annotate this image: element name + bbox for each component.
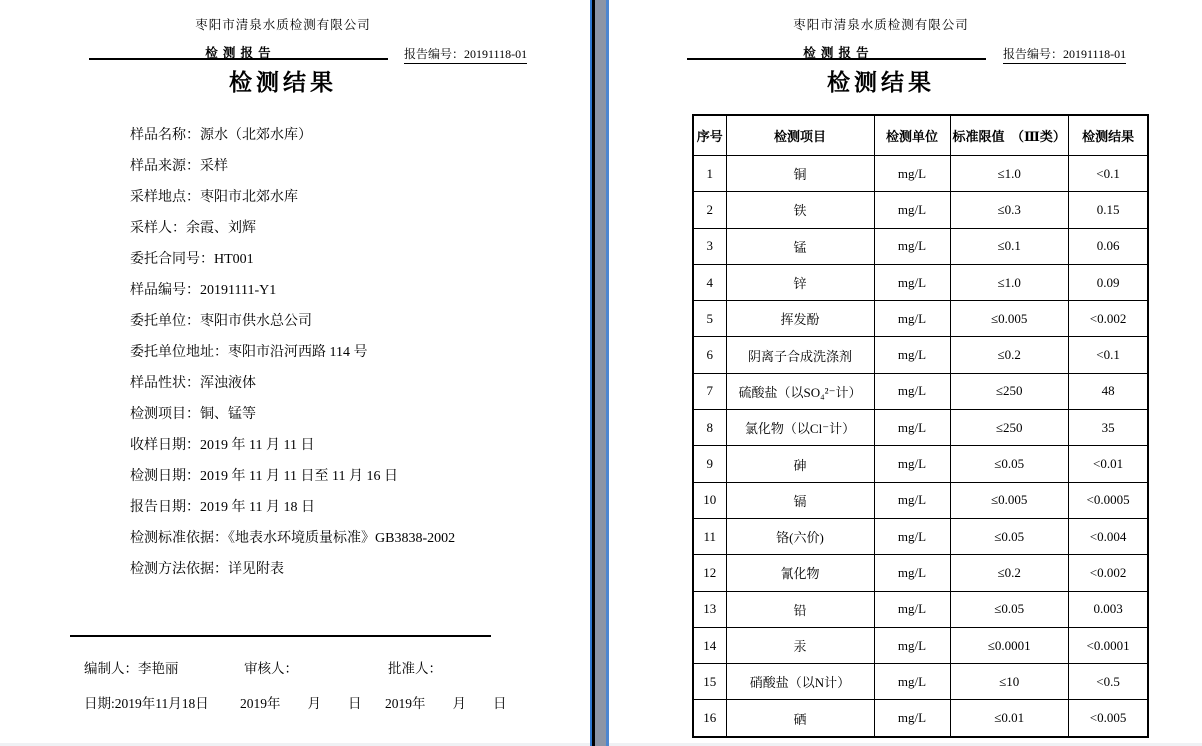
table-cell: 9 (693, 446, 726, 482)
field-line: 检测标准依据：《地表水环境质量标准》GB3838-2002 (130, 531, 456, 546)
table-cell: ≤0.05 (950, 518, 1068, 554)
report-fields (130, 120, 455, 585)
table-cell: ≤0.0001 (950, 627, 1068, 663)
table-cell: 0.06 (1068, 228, 1148, 264)
table-cell: 铜 (726, 156, 874, 192)
table-cell: ≤10 (950, 664, 1068, 700)
table-cell: 13 (693, 591, 726, 627)
prepared-by: 编制人：李艳丽 (84, 661, 179, 676)
report-page-1 (0, 0, 590, 746)
field-line: 样品编号：20191111-Y1 (130, 283, 277, 298)
field-line: 样品名称：源水（北郊水库） (130, 128, 312, 143)
table-row (693, 482, 1148, 518)
table-cell: 12 (693, 555, 726, 591)
window-divider[interactable] (590, 0, 609, 746)
table-row (693, 627, 1148, 663)
table-cell: ≤0.3 (950, 192, 1068, 228)
table-cell: 阴离子合成洗涤剂 (726, 337, 874, 373)
field-line: 委托单位：枣阳市供水总公司 (130, 314, 312, 329)
company-name: 枣阳市清泉水质检测有限公司 (195, 18, 371, 32)
table-cell: 砷 (726, 446, 874, 482)
table-cell: <0.01 (1068, 446, 1148, 482)
table-cell: ≤0.01 (950, 700, 1068, 737)
report-header-label: 检 测 报 告 (687, 43, 986, 60)
table-cell: 镉 (726, 482, 874, 518)
review-date: 2019年 月 日 (240, 696, 362, 711)
table-cell: mg/L (874, 518, 950, 554)
table-cell: mg/L (874, 700, 950, 737)
field-line: 采样地点：枣阳市北郊水库 (130, 190, 298, 205)
table-cell: <0.1 (1068, 337, 1148, 373)
table-row (693, 373, 1148, 409)
table-cell: mg/L (874, 228, 950, 264)
table-cell: 铁 (726, 192, 874, 228)
table-row (693, 410, 1148, 446)
field-line: 样品性状：浑浊液体 (130, 376, 256, 391)
table-cell: mg/L (874, 555, 950, 591)
table-cell: 锌 (726, 264, 874, 300)
table-cell: 5 (693, 301, 726, 337)
table-cell: ≤250 (950, 410, 1068, 446)
column-header-result: 检测结果 (1068, 115, 1148, 156)
table-cell: 硫酸盐（以SO₄²⁻计） (726, 373, 874, 409)
table-cell: 16 (693, 700, 726, 737)
table-cell: 0.15 (1068, 192, 1148, 228)
table-cell: 0.09 (1068, 264, 1148, 300)
table-cell: ≤250 (950, 373, 1068, 409)
table-cell: mg/L (874, 373, 950, 409)
table-row (693, 555, 1148, 591)
approve-date: 2019年 月 日 (385, 696, 507, 711)
table-cell: ≤0.005 (950, 482, 1068, 518)
report-header-label: 检 测 报 告 (89, 43, 388, 60)
table-cell: <0.005 (1068, 700, 1148, 737)
table-cell: 氰化物 (726, 555, 874, 591)
results-table (692, 114, 1149, 738)
report-page-2 (609, 0, 1202, 746)
table-header-row (693, 115, 1148, 156)
table-row (693, 591, 1148, 627)
table-cell: 48 (1068, 373, 1148, 409)
column-header-index: 序号 (693, 115, 726, 156)
table-cell: 0.003 (1068, 591, 1148, 627)
table-cell: 7 (693, 373, 726, 409)
table-cell: mg/L (874, 192, 950, 228)
column-header-limit: 标准限值 （Ⅲ类） (950, 115, 1068, 156)
field-line: 委托单位地址：枣阳市沿河西路 114 号 (130, 345, 368, 360)
table-cell: ≤0.05 (950, 446, 1068, 482)
field-line: 采样人：余霞、刘辉 (130, 221, 256, 236)
table-cell: 11 (693, 518, 726, 554)
table-cell: mg/L (874, 627, 950, 663)
table-row (693, 264, 1148, 300)
table-cell: 氯化物（以Cl⁻计） (726, 410, 874, 446)
table-cell: mg/L (874, 446, 950, 482)
results-table-body (693, 156, 1148, 737)
table-row (693, 337, 1148, 373)
reviewed-by: 审核人： (244, 661, 298, 676)
table-cell: ≤0.05 (950, 591, 1068, 627)
column-header-item: 检测项目 (726, 115, 874, 156)
table-cell: <0.0005 (1068, 482, 1148, 518)
table-cell: ≤0.2 (950, 337, 1068, 373)
table-cell: <0.5 (1068, 664, 1148, 700)
column-header-unit: 检测单位 (874, 115, 950, 156)
report-number: 报告编号：20191118-01 (1003, 45, 1126, 64)
table-cell: mg/L (874, 156, 950, 192)
table-cell: ≤0.2 (950, 555, 1068, 591)
approved-by: 批准人： (388, 661, 442, 676)
table-cell: mg/L (874, 591, 950, 627)
table-row (693, 518, 1148, 554)
field-line: 检测日期：2019 年 11 月 11 日至 11 月 16 日 (130, 469, 398, 484)
table-cell: 挥发酚 (726, 301, 874, 337)
table-cell: 4 (693, 264, 726, 300)
table-cell: <0.004 (1068, 518, 1148, 554)
table-row (693, 700, 1148, 737)
field-line: 检测方法依据：详见附表 (130, 562, 284, 577)
table-cell: mg/L (874, 337, 950, 373)
field-line: 样品来源：采样 (130, 159, 228, 174)
table-cell: 硒 (726, 700, 874, 737)
table-row (693, 156, 1148, 192)
field-line: 委托合同号：HT001 (130, 252, 254, 267)
table-cell: <0.002 (1068, 555, 1148, 591)
table-cell: ≤0.005 (950, 301, 1068, 337)
company-name: 枣阳市清泉水质检测有限公司 (793, 18, 969, 32)
table-cell: 15 (693, 664, 726, 700)
table-cell: mg/L (874, 482, 950, 518)
table-row (693, 446, 1148, 482)
table-cell: 汞 (726, 627, 874, 663)
prepared-date: 日期:2019年11月18日 (84, 696, 209, 711)
table-cell: 硝酸盐（以N计） (726, 664, 874, 700)
table-cell: mg/L (874, 264, 950, 300)
table-cell: ≤1.0 (950, 264, 1068, 300)
table-row (693, 664, 1148, 700)
table-cell: mg/L (874, 301, 950, 337)
table-cell: 8 (693, 410, 726, 446)
table-row (693, 301, 1148, 337)
table-row (693, 228, 1148, 264)
table-row (693, 192, 1148, 228)
table-cell: 10 (693, 482, 726, 518)
table-cell: <0.1 (1068, 156, 1148, 192)
divider-right-blue-edge (606, 0, 609, 746)
table-cell: 铬(六价) (726, 518, 874, 554)
table-cell: 6 (693, 337, 726, 373)
field-line: 检测项目：铜、锰等 (130, 407, 256, 422)
table-cell: ≤0.1 (950, 228, 1068, 264)
field-line: 报告日期：2019 年 11 月 18 日 (130, 500, 315, 515)
table-cell: 铅 (726, 591, 874, 627)
page-title: 检测结果 (827, 70, 935, 95)
table-cell: <0.0001 (1068, 627, 1148, 663)
signature-divider (70, 635, 491, 637)
table-cell: ≤1.0 (950, 156, 1068, 192)
table-cell: mg/L (874, 410, 950, 446)
divider-gray-bar (595, 0, 606, 746)
table-cell: 锰 (726, 228, 874, 264)
report-number: 报告编号：20191118-01 (404, 45, 527, 64)
table-cell: 3 (693, 228, 726, 264)
table-cell: mg/L (874, 664, 950, 700)
table-cell: 14 (693, 627, 726, 663)
page-title: 检测结果 (229, 70, 337, 95)
table-cell: 2 (693, 192, 726, 228)
table-cell: 35 (1068, 410, 1148, 446)
table-cell: <0.002 (1068, 301, 1148, 337)
field-line: 收样日期：2019 年 11 月 11 日 (130, 438, 315, 453)
table-cell: 1 (693, 156, 726, 192)
